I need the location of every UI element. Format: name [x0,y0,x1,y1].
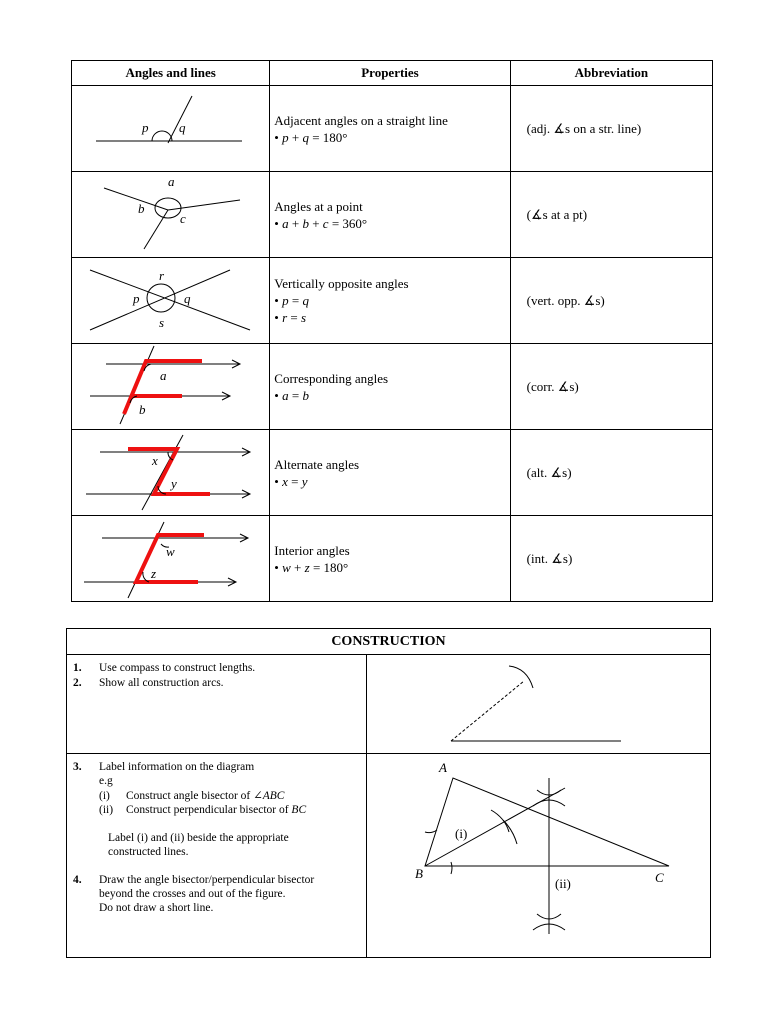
property-cell [270,430,510,516]
adjacent-angles-diagram [72,86,270,171]
diagram-cell [72,344,270,430]
property-cell [270,258,510,344]
property-bullets [274,292,509,326]
property-cell [270,516,510,602]
instruction-4-line-3: Do not draw a short line. [99,902,214,914]
abbreviation-cell: (int. ∡s) [510,516,712,602]
property-bullet: • p + q = 180° [274,129,348,145]
label-note-line-1: Label (i) and (ii) beside the appropriate [108,832,289,844]
construction-title: CONSTRUCTION [67,629,710,655]
angles-and-lines-table [71,60,713,602]
abbreviation-cell: (corr. ∡s) [510,344,712,430]
table-row [72,516,713,602]
table-row [72,430,713,516]
header-angles-and-lines: Angles and lines [72,61,270,86]
angle-label-c: c [180,211,186,226]
triangle-construction-diagram [367,754,711,958]
abbreviation-cell: (adj. ∡s on a str. line) [510,86,712,172]
diagram-cell [72,258,270,344]
instruction-4: 4. Draw the angle bisector/perpendicular bisector [73,874,315,886]
diagram-cell [72,516,270,602]
label-note-line-2: constructed lines. [108,846,189,858]
angle-label-a: a [160,368,167,383]
angle-label-s: s [159,315,165,330]
vertex-label-c: C [655,870,664,885]
angle-label-x: x [152,453,158,468]
property-bullet: • x = y [274,473,308,489]
angle-label-w: w [166,544,175,559]
angle-label-q: q [184,291,191,306]
table-row [72,86,713,172]
property-bullets [274,215,509,232]
diagram-cell [72,430,270,516]
property-cell [270,172,510,258]
property-cell [270,344,510,430]
interior-angles-diagram [72,516,270,601]
bisector-label-ii: (ii) [555,876,571,891]
table-header-row [72,61,713,86]
property-bullet: • p = q [274,293,309,308]
property-title: Adjacent angles on a straight line [274,112,448,128]
diagram-cell [72,86,270,172]
vertex-label-a: A [439,760,447,775]
angle-label-p: p [133,291,140,306]
property-bullets [274,129,509,146]
property-bullet: • r = s [274,310,307,325]
instruction-3: 3. Label information on the diagram [73,761,255,773]
angles-at-point-diagram [72,172,270,257]
table-row [72,344,713,430]
bisector-label-i: (i) [455,826,468,841]
sub-instruction-i: (i) Construct angle bisector of ∠ABC [99,790,285,802]
construction-box [66,628,711,958]
angle-label-q: q [179,120,186,135]
property-title: Alternate angles [274,456,360,472]
angle-label-r: r [159,268,165,283]
property-bullets [274,559,509,576]
vertex-label-b: B [415,866,423,881]
construction-arcs-diagram [367,654,711,753]
property-bullet: • w + z = 180° [274,559,349,575]
instruction-1: 1. Use compass to construct lengths. [73,662,256,674]
angle-label-z: z [151,566,157,581]
diagram-cell [72,172,270,258]
property-title: Interior angles [274,542,350,558]
angle-label-b: b [138,201,145,216]
corresponding-angles-diagram [72,344,270,429]
property-bullet: • a = b [274,387,309,403]
instruction-2: 2. Show all construction arcs. [73,677,224,689]
instruction-4-line-2: beyond the crosses and out of the figure. [99,888,286,900]
abbreviation-cell: (alt. ∡s) [510,430,712,516]
abbreviation-cell: (∡s at a pt) [510,172,712,258]
angle-label-b: b [139,402,146,417]
property-cell [270,86,510,172]
table-row [72,172,713,258]
table-row [72,258,713,344]
alternate-angles-diagram [72,430,270,515]
abbreviation-cell: (vert. opp. ∡s) [510,258,712,344]
header-properties: Properties [270,61,510,86]
vertically-opposite-diagram [72,258,270,343]
property-bullets [274,387,509,404]
sub-instruction-ii: (ii) Construct perpendicular bisector of BC [99,804,307,816]
property-bullets [274,473,509,490]
header-abbreviation: Abbreviation [510,61,712,86]
angle-label-y: y [171,476,177,491]
angle-label-a: a [168,174,175,189]
angle-label-p: p [142,120,149,135]
property-title: Vertically opposite angles [274,276,409,291]
property-bullet: • a + b + c = 360° [274,215,368,231]
property-title: Corresponding angles [274,370,389,386]
example-label: e.g [99,775,113,787]
property-title: Angles at a point [274,198,363,214]
